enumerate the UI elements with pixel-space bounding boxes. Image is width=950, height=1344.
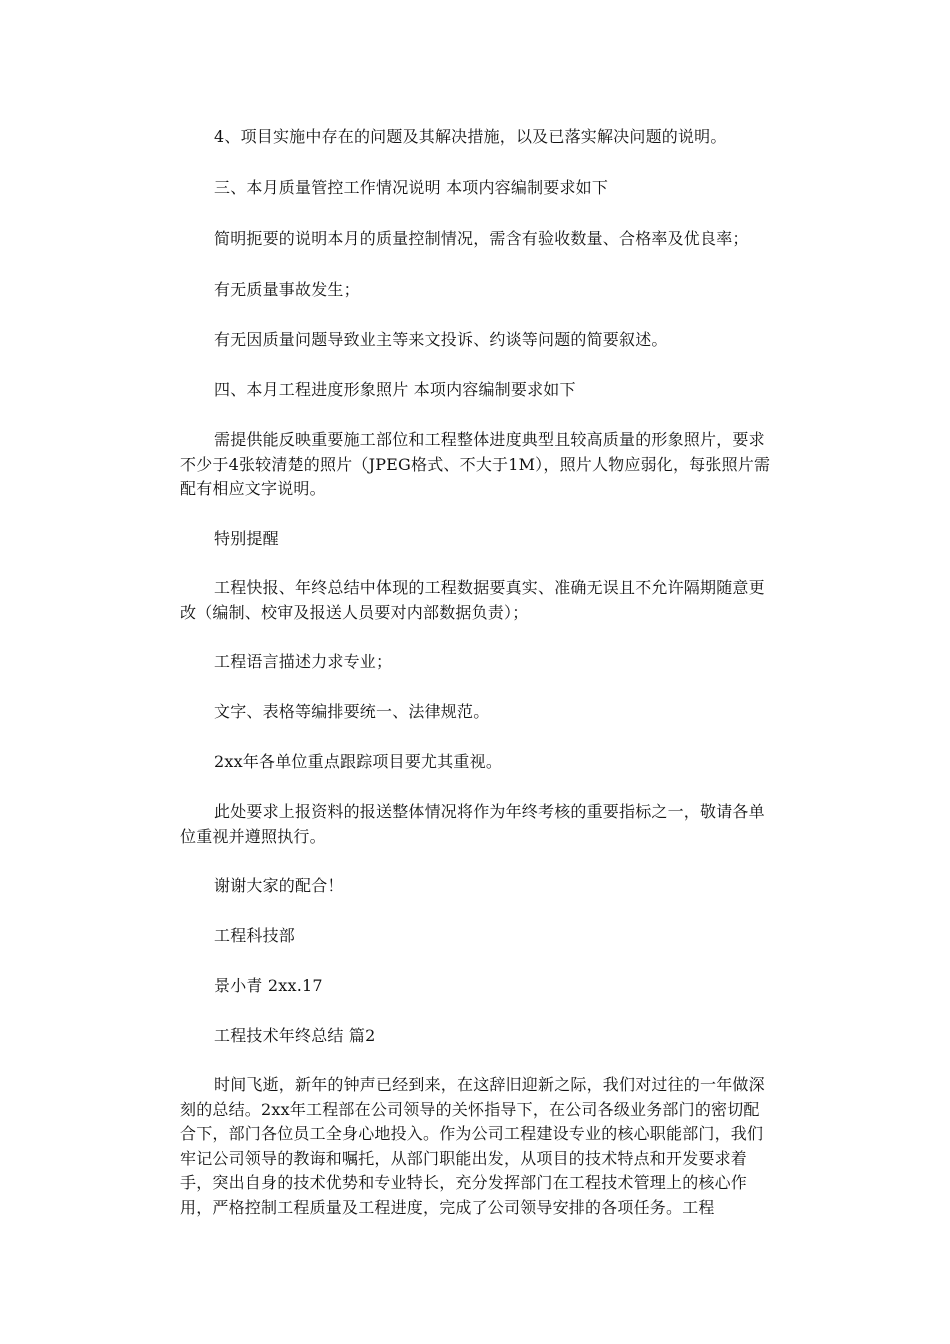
section-title-part2: 工程技术年终总结 篇2: [214, 1026, 376, 1045]
heading-progress-photos: 四、本月工程进度形象照片 本项内容编制要求如下: [214, 380, 576, 399]
signature-name-date: 景小青 2xx.17: [214, 976, 323, 995]
paragraph-quality-accidents: 有无质量事故发生；: [214, 280, 360, 299]
paragraph-data-accuracy: 工程快报、年终总结中体现的工程数据要真实、准确无误且不允许隔期随意更改（编制、校审及报送人员要对内部数据负责）；: [180, 578, 765, 622]
signature-department: 工程科技部: [214, 926, 296, 945]
heading-quality-control: 三、本月质量管控工作情况说明 本项内容编制要求如下: [214, 178, 609, 197]
paragraph-problems-solutions: 4、项目实施中存在的问题及其解决措施，以及已落实解决问题的说明。: [214, 127, 727, 146]
paragraph-thanks: 谢谢大家的配合！: [214, 876, 344, 895]
heading-special-reminder: 特别提醒: [214, 529, 279, 548]
paragraph-formatting: 文字、表格等编排要统一、法律规范。: [214, 702, 490, 721]
paragraph-complaints: 有无因质量问题导致业主等来文投诉、约谈等问题的简要叙述。: [214, 330, 668, 349]
paragraph-annual-summary: 时间飞逝，新年的钟声已经到来，在这辞旧迎新之际，我们对过往的一年做深刻的总结。2xx年工程部在公司领导的关怀指导下，在公司各级业务部门的密切配合下，部门各位员工全身心地投入。作为公司工程建设专业的核心职能部门，我们牢记公司领导的教诲和嘱托，从部门职能出发，从项目的技术特点和开发要求着手，突出自身的技术优势和专业特长，充分发挥部门在工程技术管理上的核心作用，严格控制工程质量及工程进度，完成了公司领导安排的各项任务。工程: [180, 1075, 765, 1217]
paragraph-assessment: 此处要求上报资料的报送整体情况将作为年终考核的重要指标之一，敬请各单位重视并遵照执行。: [180, 802, 765, 846]
paragraph-quality-summary: 简明扼要的说明本月的质量控制情况，需含有验收数量、合格率及优良率；: [214, 229, 749, 248]
paragraph-photo-requirements: 需提供能反映重要施工部位和工程整体进度典型且较高质量的形象照片，要求不少于4张较清楚的照片（JPEG格式、不大于1M），照片人物应弱化，每张照片需配有相应文字说明。: [180, 430, 771, 498]
paragraph-professional-language: 工程语言描述力求专业；: [214, 652, 393, 671]
paragraph-key-projects: 2xx年各单位重点跟踪项目要尤其重视。: [214, 752, 503, 771]
